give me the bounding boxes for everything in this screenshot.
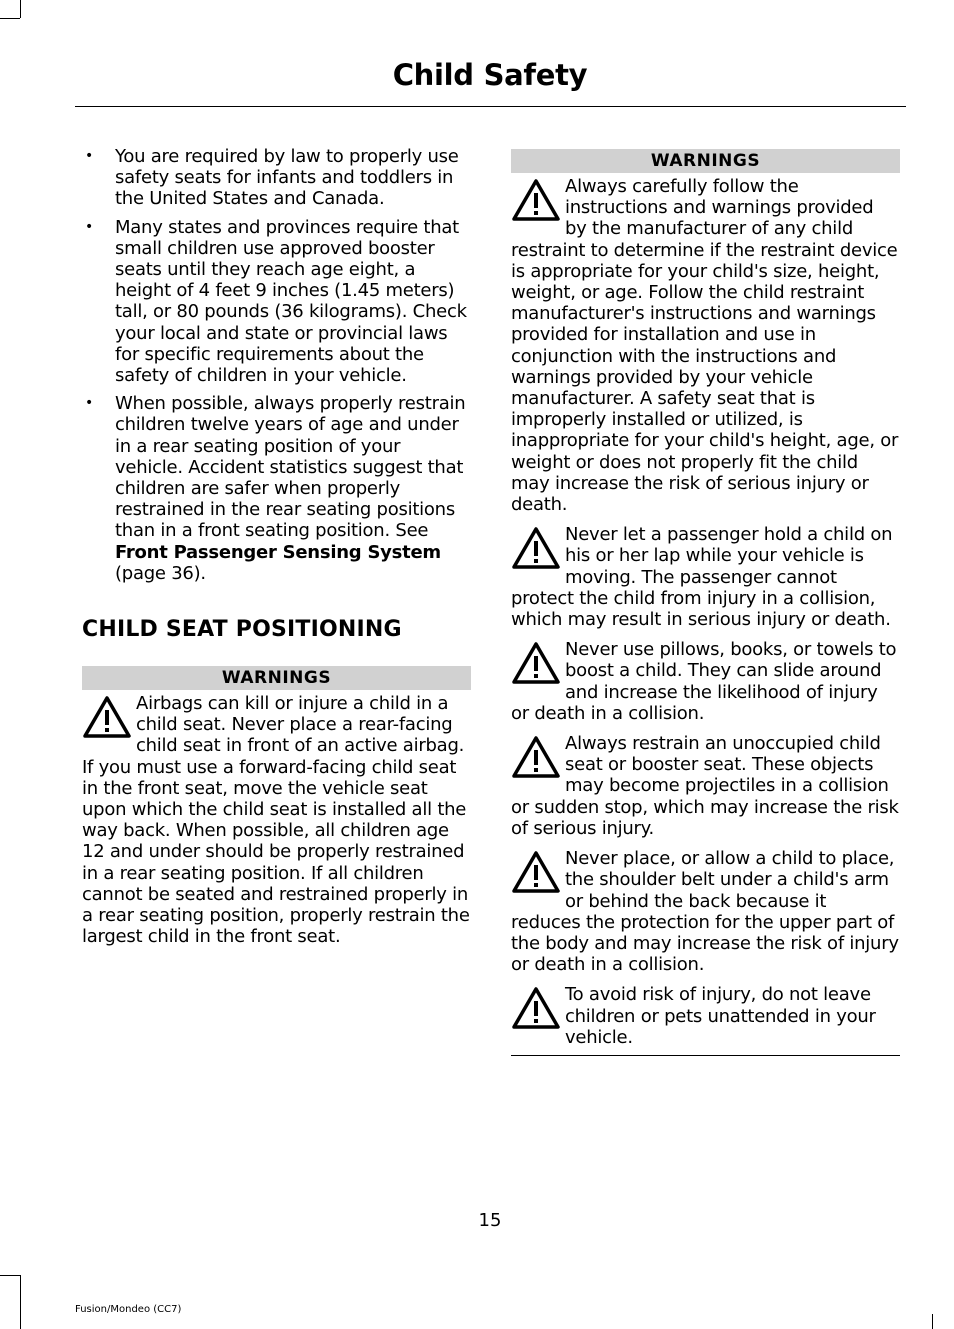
warning-triangle-icon [511,178,561,223]
list-item [82,146,471,210]
bullet-text: When possible, always properly restrain children twelve years of age and under in a rear seating position of your vehicle. Accident statistics suggest that children are safer when properly restrained in the rear seating positions than in a front seating position. See [115,393,466,542]
cross-reference-link[interactable]: Front Passenger Sensing System [115,541,441,563]
bullet-icon: • [85,395,94,412]
warning-text: Always carefully follow the instructions and warnings provided by the manufacturer of any child restraint to determine if the restraint device is appropriate for your child's size, height, weight, or age. Follow the child restraint manufacturer's instructions and warnings provided for installation and use in conjunction with the instructions and warnings provided by your vehicle manufacturer. A safety seat that is improperly installed or utilized, is inappropriate for your child's height, age, or weight or does not properly fit the child may increase the risk of serious injury or death. [511,176,899,516]
crop-mark [0,18,20,19]
warning-item [511,733,900,839]
warning-triangle-icon [511,735,561,780]
bullet-icon: • [85,148,94,164]
right-column [511,149,900,1056]
warning-item [511,639,900,724]
section-heading: CHILD SEAT POSITIONING [82,617,402,643]
list-item [82,393,471,584]
crop-mark [20,0,21,18]
crop-mark [20,1275,21,1329]
title-divider [75,106,906,107]
page-number: 15 [478,1210,502,1231]
crop-mark [932,1314,933,1329]
warning-text: Airbags can kill or injure a child in a child seat. Never place a rear-facing child seat in front of an active airbag. If you must use a forward-facing child seat in the front seat, move the vehicle seat upon which the child seat is installed all the way back. When possible, all children age 12 and under should be properly restrained in a rear seating position. If all children cannot be seated and restrained properly in a rear seating position, properly restrain the largest child in the front seat. [82,693,470,948]
warning-triangle-icon [511,526,561,571]
warning-triangle-icon [511,641,561,686]
crop-mark [0,1275,20,1276]
bullet-text: Many states and provinces require that small children use approved booster seats until they reach age eight, a height of 4 feet 9 inches (1.45 meters) tall, or 80 pounds (36 kilograms). Check your local and state or provincial laws for specific requirements about the safety of children in your vehicle. [115,216,467,387]
intro-bullet-list [82,146,471,584]
warning-item [511,176,900,515]
warning-text: To avoid risk of injury, do not leave children or pets unattended in your vehicle. [565,984,876,1048]
warnings-label: WARNINGS [82,666,471,690]
warnings-label: WARNINGS [511,149,900,173]
warning-item [511,524,900,630]
warning-item [511,984,900,1048]
warning-triangle-icon [511,850,561,895]
page-title: Child Safety [392,58,588,92]
warning-triangle-icon [511,986,561,1031]
page-reference: (page 36). [115,562,206,584]
bullet-icon: • [85,218,94,235]
warnings-end-divider [511,1055,900,1056]
warning-item [82,693,471,947]
warning-text: Never use pillows, books, or towels to boost a child. They can slide around and increase the likelihood of injury or death in a collision. [511,639,897,724]
footer-model: Fusion/Mondeo (CC7) [75,1304,182,1315]
warning-text: Never let a passenger hold a child on his or her lap while your vehicle is moving. The passenger cannot protect the child from injury in a collision, which may result in serious injury or death. [511,524,893,631]
warning-item [511,848,900,975]
warning-triangle-icon [82,695,132,740]
list-item [82,217,471,387]
bullet-text: You are required by law to properly use safety seats for infants and toddlers in the United States and Canada. [115,146,459,210]
warning-text: Never place, or allow a child to place, the shoulder belt under a child's arm or behind the back because it reduces the protection for the upper part of the body and may increase the risk of injury or death in a collision. [511,848,899,976]
warning-text: Always restrain an unoccupied child seat or booster seat. These objects may become projectiles in a collision or sudden stop, which may increase the risk of serious injury. [511,733,899,839]
left-column [82,146,471,957]
